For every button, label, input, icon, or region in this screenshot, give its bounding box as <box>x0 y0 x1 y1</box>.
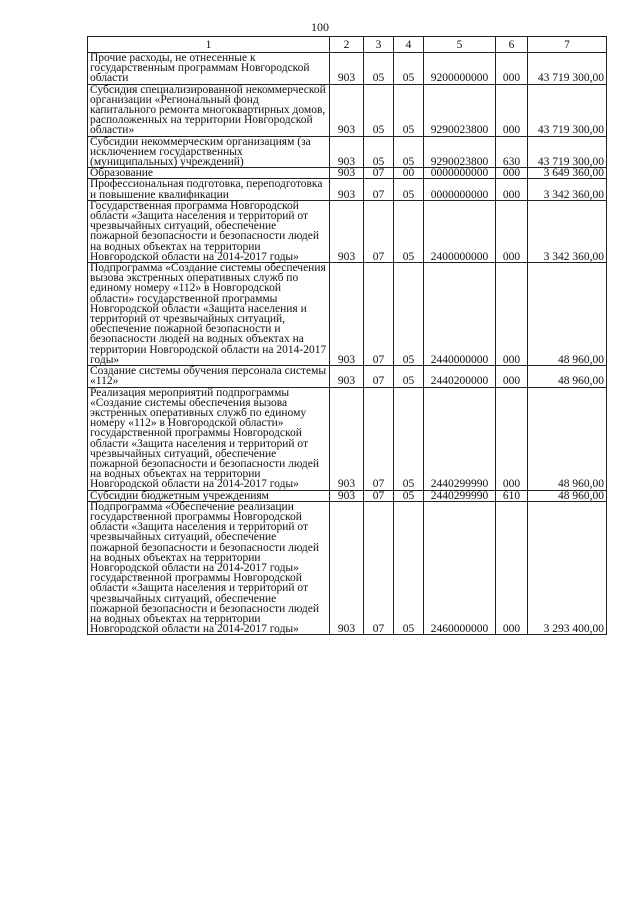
row-sum: 3 293 400,00 <box>528 501 607 635</box>
table-row <box>88 168 607 179</box>
row-name: Субсидия специализированной некоммерческой организации «Региональный фонд капитального ремонта многоквартирных домов, расположенных на территории Новгородской области» <box>88 84 330 136</box>
row-vr: 000 <box>496 84 528 136</box>
row-csr: 2440000000 <box>424 263 496 366</box>
row-pr: 05 <box>394 200 424 262</box>
row-name: Субсидии бюджетным учреждениям <box>88 490 330 501</box>
table-row <box>88 387 607 490</box>
row-sum: 48 960,00 <box>528 387 607 490</box>
row-sum: 3 342 360,00 <box>528 200 607 262</box>
row-rz: 07 <box>364 387 394 490</box>
row-name: Подпрограмма «Обеспечение реализации государственной программы Новгородской области «Защита населения и территорий от чрезвычайных ситуаций, обеспечение пожарной безопасности и безопасности людей на водных объектах на территории Новгородской области на 2014-2017 годы» государственной программы Новгородской области «Защита населения и территорий от чрезвычайных ситуаций, обеспечение пожарной безопасности и безопасности людей на водных объектах на территории Новгородской области на 2014-2017 годы» <box>88 501 330 635</box>
row-sum: 43 719 300,00 <box>528 84 607 136</box>
row-pr: 05 <box>394 387 424 490</box>
row-csr: 9290023800 <box>424 84 496 136</box>
row-csr: 2440299990 <box>424 490 496 501</box>
col-header-pr: 4 <box>394 37 424 53</box>
col-header-csr: 5 <box>424 37 496 53</box>
row-ved: 903 <box>330 387 364 490</box>
row-name: Государственная программа Новгородской области «Защита населения и территорий от чрезвычайных ситуаций, обеспечение пожарной безопасности и безопасности людей на водных объектах на территории Новгородской области на 2014-2017 годы» <box>88 200 330 262</box>
row-ved: 903 <box>330 200 364 262</box>
row-csr: 9290023800 <box>424 136 496 168</box>
row-pr: 05 <box>394 53 424 85</box>
row-sum: 43 719 300,00 <box>528 53 607 85</box>
row-pr: 05 <box>394 490 424 501</box>
row-vr: 630 <box>496 136 528 168</box>
row-pr: 05 <box>394 263 424 366</box>
row-csr: 0000000000 <box>424 179 496 200</box>
col-header-rz: 3 <box>364 37 394 53</box>
row-rz: 07 <box>364 200 394 262</box>
table-row <box>88 366 607 387</box>
row-pr: 00 <box>394 168 424 179</box>
row-rz: 07 <box>364 179 394 200</box>
row-pr: 05 <box>394 84 424 136</box>
row-vr: 000 <box>496 53 528 85</box>
row-pr: 05 <box>394 136 424 168</box>
row-sum: 3 649 360,00 <box>528 168 607 179</box>
row-sum: 43 719 300,00 <box>528 136 607 168</box>
row-ved: 903 <box>330 84 364 136</box>
row-vr: 000 <box>496 200 528 262</box>
table-row <box>88 501 607 635</box>
row-ved: 903 <box>330 136 364 168</box>
row-name: Субсидии некоммерческим организациям (за исключением государственных (муниципальных) учреждений) <box>88 136 330 168</box>
row-csr: 2440200000 <box>424 366 496 387</box>
row-csr: 9200000000 <box>424 53 496 85</box>
row-name: Прочие расходы, не отнесенные к государственным программам Новгородской области <box>88 53 330 85</box>
row-rz: 05 <box>364 84 394 136</box>
row-ved: 903 <box>330 53 364 85</box>
col-header-vr: 6 <box>496 37 528 53</box>
row-rz: 05 <box>364 136 394 168</box>
row-vr: 000 <box>496 366 528 387</box>
row-ved: 903 <box>330 490 364 501</box>
row-vr: 000 <box>496 387 528 490</box>
row-name: Создание системы обучения персонала системы «112» <box>88 366 330 387</box>
page-number: 100 <box>311 20 329 34</box>
table-row <box>88 136 607 168</box>
row-rz: 07 <box>364 490 394 501</box>
row-pr: 05 <box>394 179 424 200</box>
row-csr: 2400000000 <box>424 200 496 262</box>
row-csr: 2440299990 <box>424 387 496 490</box>
row-ved: 903 <box>330 501 364 635</box>
row-ved: 903 <box>330 366 364 387</box>
row-vr: 000 <box>496 263 528 366</box>
row-name: Профессиональная подготовка, переподготовка и повышение квалификации <box>88 179 330 200</box>
row-vr: 000 <box>496 179 528 200</box>
row-rz: 07 <box>364 168 394 179</box>
row-vr: 000 <box>496 168 528 179</box>
row-sum: 48 960,00 <box>528 490 607 501</box>
row-csr: 0000000000 <box>424 168 496 179</box>
row-rz: 07 <box>364 501 394 635</box>
row-pr: 05 <box>394 366 424 387</box>
row-vr: 000 <box>496 501 528 635</box>
row-sum: 3 342 360,00 <box>528 179 607 200</box>
table-row <box>88 263 607 366</box>
row-csr: 2460000000 <box>424 501 496 635</box>
table-row <box>88 179 607 200</box>
row-rz: 07 <box>364 366 394 387</box>
row-ved: 903 <box>330 179 364 200</box>
table-row <box>88 84 607 136</box>
row-name: Образование <box>88 168 330 179</box>
row-rz: 07 <box>364 263 394 366</box>
row-ved: 903 <box>330 168 364 179</box>
col-header-name: 1 <box>88 37 330 53</box>
row-sum: 48 960,00 <box>528 263 607 366</box>
row-rz: 05 <box>364 53 394 85</box>
row-pr: 05 <box>394 501 424 635</box>
row-name: Подпрограмма «Создание системы обеспечения вызова экстренных оперативных служб по единому номеру «112» в Новгородской области» государственной программы Новгородской области «Защита населения и территорий от чрезвычайных ситуаций, обеспечение пожарной безопасности и безопасности людей на водных объектах на территории Новгородской области на 2014-2017 годы» <box>88 263 330 366</box>
col-header-sum: 7 <box>528 37 607 53</box>
table-row <box>88 490 607 501</box>
row-name: Реализация мероприятий подпрограммы «Создание системы обеспечения вызова экстренных оперативных служб по единому номеру «112» в Новгородской области» государственной программы Новгородской области «Защита населения и территорий от чрезвычайных ситуаций, обеспечение пожарной безопасности и безопасности людей на водных объектах на территории Новгородской области на 2014-2017 годы» <box>88 387 330 490</box>
row-sum: 48 960,00 <box>528 366 607 387</box>
table-row <box>88 200 607 262</box>
col-header-ved: 2 <box>330 37 364 53</box>
budget-table <box>87 36 607 635</box>
row-ved: 903 <box>330 263 364 366</box>
table-row <box>88 53 607 85</box>
header-row <box>88 37 607 53</box>
row-vr: 610 <box>496 490 528 501</box>
